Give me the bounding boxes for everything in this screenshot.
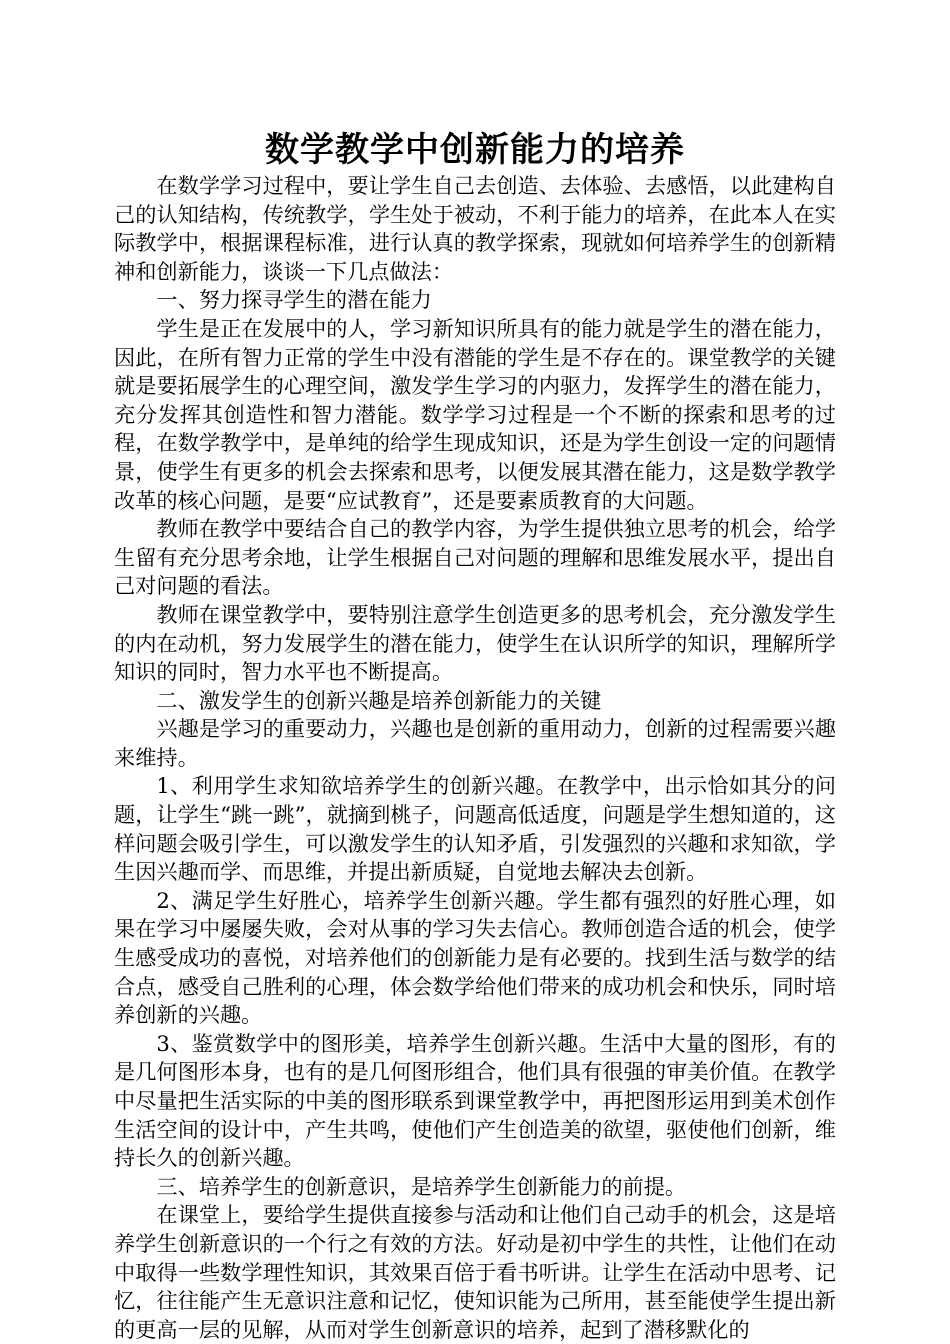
body-paragraph: 在课堂上，要给学生提供直接参与活动和让他们自己动手的机会，这是培养学生创新意识的一个行之有效的方法。好动是初中学生的共性，让他们在动中取得一些数学理性知识，其效果百倍于看书听讲。让学生在活动中思考、记忆，往往能产生无意识注意和记忆，使知识能为己所用，甚至能使学生提出新的更高一层的见解，从而对学生创新意识的培养，起到了潜移默化的 [114,1202,836,1342]
body-paragraph: 教师在课堂教学中，要特别注意学生创造更多的思考机会，充分激发学生的内在动机，努力发展学生的潜在能力，使学生在认识所学的知识，理解所学知识的同时，智力水平也不断提高。 [114,601,836,685]
list-item-paragraph: 2、满足学生好胜心，培养学生创新兴趣。学生都有强烈的好胜心理，如果在学习中屡屡失败，会对从事的学习失去信心。教师创造合适的机会，使学生感受成功的喜悦，对培养他们的创新能力是有必要的。找到生活与数学的结合点，感受自己胜利的心理，体会数学给他们带来的成功机会和快乐，同时培养创新的兴趣。 [114,887,836,1028]
body-paragraph: 教师在教学中要结合自己的教学内容，为学生提供独立思考的机会，给学生留有充分思考余地，让学生根据自己对问题的理解和思维发展水平，提出自己对问题的看法。 [114,516,836,599]
document-title: 数学教学中创新能力的培养 [265,130,685,170]
document-body [114,172,836,1344]
list-item-paragraph: 3、鉴赏数学中的图形美，培养学生创新兴趣。生活中大量的图形，有的是几何图形本身，也有的是几何图形组合，他们具有很强的审美价值。在教学中尽量把生活实际的中美的图形联系到课堂教学中，再把图形运用到美术创作生活空间的设计中，产生共鸣，使他们产生创造美的欲望，驱使他们创新，维持长久的创新兴趣。 [114,1030,836,1171]
list-item-paragraph: 1、利用学生求知欲培养学生的创新兴趣。在教学中，出示恰如其分的问题，让学生“跳一跳”，就摘到桃子，问题高低适度，问题是学生想知道的，这样问题会吸引学生，可以激发学生的认知矛盾，引发强烈的兴趣和求知欲，学生因兴趣而学、而思维，并提出新质疑，自觉地去解决去创新。 [114,773,836,885]
body-paragraph: 学生是正在发展中的人，学习新知识所具有的能力就是学生的潜在能力，因此，在所有智力正常的学生中没有潜能的学生是不存在的。课堂教学的关键就是要拓展学生的心理空间，激发学生学习的内驱力，发挥学生的潜在能力，充分发挥其创造性和智力潜能。数学学习过程是一个不断的探索和思考的过程，在数学教学中，是单纯的给学生现成知识，还是为学生创设一定的问题情景，使学生有更多的机会去探索和思考，以便发展其潜在能力，这是数学教学改革的核心问题，是要“应试教育”，还是要素质教育的大问题。 [114,315,836,513]
intro-paragraph: 在数学学习过程中，要让学生自己去创造、去体验、去感悟，以此建构自己的认知结构，传统教学，学生处于被动，不利于能力的培养，在此本人在实际教学中，根据课程标准，进行认真的教学探索，现就如何培养学生的创新精神和创新能力，谈谈一下几点做法： [114,173,836,284]
section-heading-3: 三、培养学生的创新意识，是培养学生创新能力的前提。 [156,1173,687,1199]
section-heading-2: 二、激发学生的创新兴趣是培养创新能力的关键 [156,687,602,713]
section-heading-1: 一、努力探寻学生的潜在能力 [156,287,432,313]
body-paragraph: 兴趣是学习的重要动力，兴趣也是创新的重用动力，创新的过程需要兴趣来维持。 [114,716,836,770]
